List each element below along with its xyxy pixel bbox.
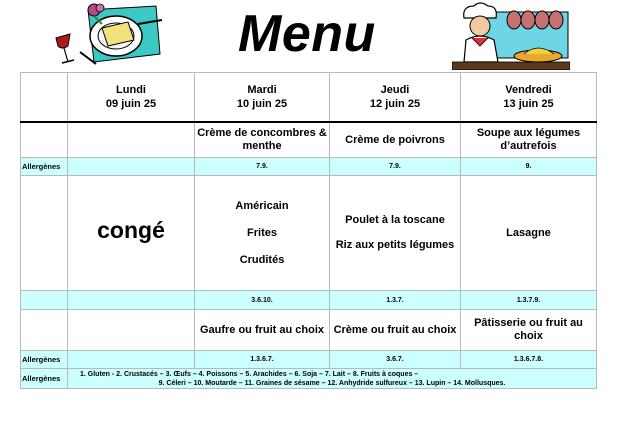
dessert-allergens-row	[21, 351, 597, 369]
day-header-lundi: Lundi 09 juin 25	[68, 73, 195, 123]
soup-allergens-jeudi: 7.9.	[330, 158, 461, 176]
dessert-allergens-mardi: 1.3.6.7.	[195, 351, 330, 369]
day-header-jeudi: Jeudi 12 juin 25	[330, 73, 461, 123]
soup-allergens-mardi: 7.9.	[195, 158, 330, 176]
main-jeudi: Poulet à la toscane Riz aux petits légumes	[330, 176, 461, 291]
dessert-row	[21, 310, 597, 351]
dessert-jeudi: Crème ou fruit au choix	[330, 310, 461, 351]
chef-cooking-clipart	[452, 2, 570, 70]
soup-mardi: Crème de concombres & menthe	[195, 122, 330, 158]
dessert-mardi: Gaufre ou fruit au choix	[195, 310, 330, 351]
holiday-lundi: congé	[68, 176, 195, 291]
main-allergens-mardi: 3.6.10.	[195, 291, 330, 310]
soup-allergens-vendredi: 9.	[461, 158, 597, 176]
corner-cell	[21, 73, 68, 123]
day-header-vendredi: Vendredi 13 juin 25	[461, 73, 597, 123]
main-vendredi: Lasagne	[461, 176, 597, 291]
main-mardi: Américain Frites Crudités	[195, 176, 330, 291]
dessert-vendredi: Pâtisserie ou fruit au choix	[461, 310, 597, 351]
allergens-label: Allergènes	[21, 158, 68, 176]
allergen-legend: 1. Gluten - 2. Crustacés – 3. Œufs – 4. Poissons – 5. Arachides – 6. Soja – 7. Lait – 8. Fruits à coques – 9. Céleri – 10. Moutarde – 11. Graines de sésame – 12. Anhydride sulfureux – 13. Lupin – 14. Mollusques.	[68, 369, 597, 389]
soup-allergens-row	[21, 158, 597, 176]
day-header-mardi: Mardi 10 juin 25	[195, 73, 330, 123]
allergens-label: Allergènes	[21, 369, 68, 389]
main-allergens-vendredi: 1.3.7.9.	[461, 291, 597, 310]
allergens-label: Allergènes	[21, 351, 68, 369]
soup-jeudi: Crème de poivrons	[330, 122, 461, 158]
soup-row	[21, 122, 597, 158]
day-header-row	[21, 73, 597, 123]
soup-vendredi: Soupe aux légumes d’autrefois	[461, 122, 597, 158]
table-setting-clipart	[50, 2, 162, 70]
main-allergens-jeudi: 1.3.7.	[330, 291, 461, 310]
menu-table	[20, 72, 597, 389]
dessert-allergens-vendredi: 1.3.6.7.8.	[461, 351, 597, 369]
dessert-allergens-jeudi: 3.6.7.	[330, 351, 461, 369]
main-course-row	[21, 176, 597, 291]
main-allergens-row	[21, 291, 597, 310]
page-title: Menu	[238, 5, 376, 63]
allergen-legend-row	[21, 369, 597, 389]
